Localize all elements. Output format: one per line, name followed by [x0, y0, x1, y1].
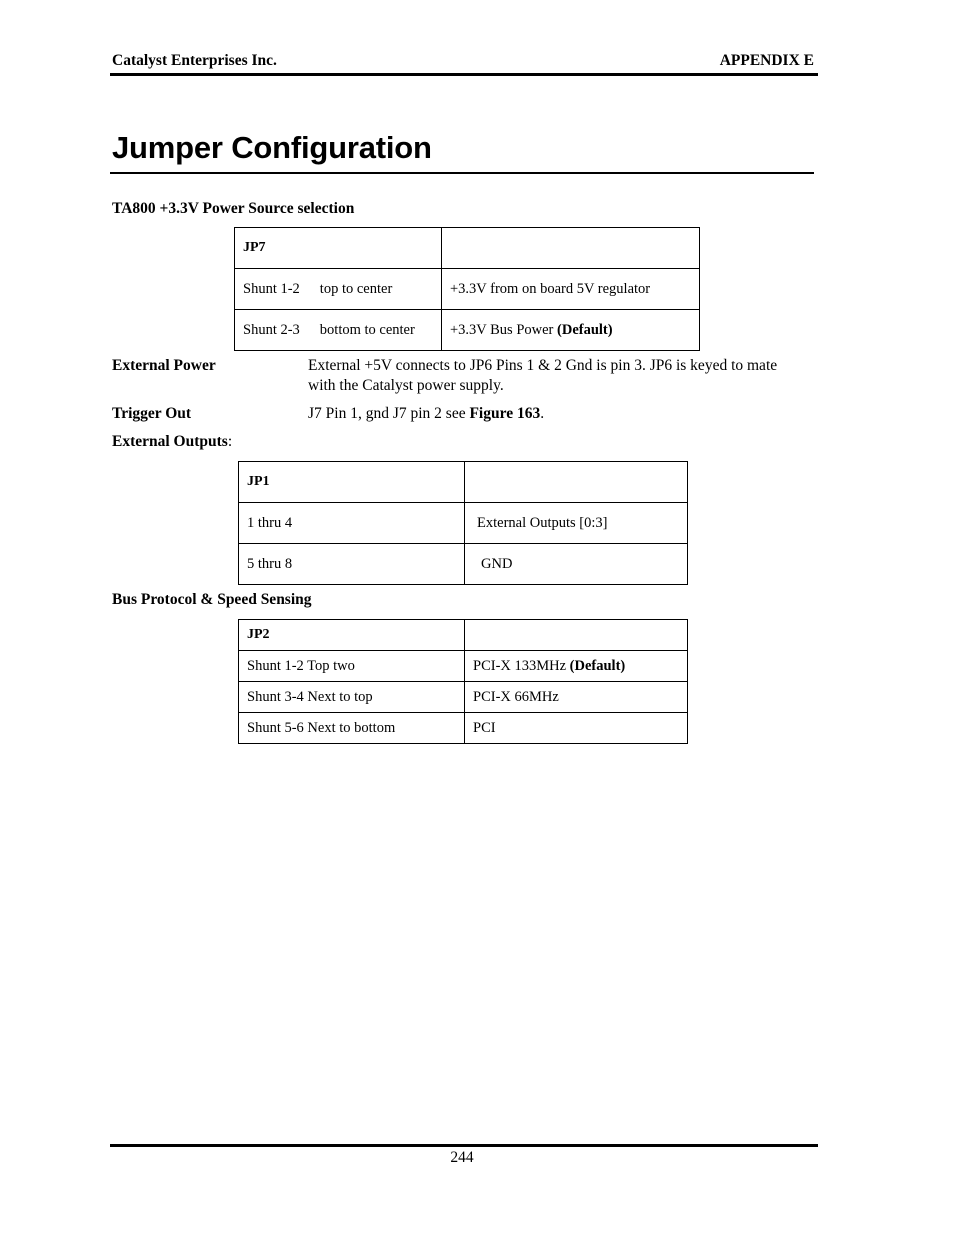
table-row [235, 269, 700, 310]
table-cell: 5 thru 8 [239, 544, 465, 585]
table-header-cell [465, 462, 688, 503]
table-cell: Shunt 1-2 Top two [239, 651, 465, 682]
table-header-cell: JP2 [239, 620, 465, 651]
page-number: 244 [450, 1149, 474, 1166]
table-header-cell: JP1 [239, 462, 465, 503]
external-outputs-label: External Outputs [112, 433, 228, 450]
table-header-cell [465, 620, 688, 651]
table-row [239, 503, 688, 544]
bus-protocol-heading: Bus Protocol & Speed Sensing [112, 591, 312, 608]
table-cell [465, 651, 688, 682]
trigger-out-end: . [540, 405, 545, 422]
table-cell [235, 310, 442, 351]
header-rule [110, 73, 818, 76]
cell-value: PCI [473, 719, 496, 736]
table-row [239, 713, 688, 744]
cell-value: PCI-X 66MHz [473, 688, 559, 705]
table-row [239, 651, 688, 682]
table-header-cell [442, 228, 700, 269]
table-row [239, 682, 688, 713]
external-outputs-colon: : [227, 433, 233, 450]
table-cell [442, 310, 700, 351]
table-cell: Shunt 3-4 Next to top [239, 682, 465, 713]
table-cell: 1 thru 4 [239, 503, 465, 544]
header-section: APPENDIX E [719, 52, 814, 69]
jp7-table [234, 227, 700, 351]
footer-rule [110, 1144, 818, 1147]
table-row [235, 310, 700, 351]
table-cell [442, 269, 700, 310]
shunt-position: bottom to center [319, 321, 415, 338]
cell-value: PCI-X 133MHz [473, 657, 570, 674]
external-outputs-heading [112, 433, 232, 451]
shunt-position: top to center [319, 280, 393, 297]
jp1-table [238, 461, 688, 585]
table-row [239, 620, 688, 651]
table-cell: GND [465, 544, 688, 585]
cell-value: +3.3V from on board 5V regulator [450, 280, 651, 297]
external-power-label: External Power [112, 357, 216, 374]
figure-reference: Figure 163 [469, 405, 541, 422]
jp2-table [238, 619, 688, 744]
cell-value: +3.3V Bus Power [450, 321, 558, 338]
page-title: Jumper Configuration [112, 130, 432, 165]
shunt-label: Shunt 2-3 [243, 321, 300, 338]
trigger-out-body: J7 Pin 1, gnd J7 pin 2 see [308, 405, 470, 422]
power-source-heading: TA800 +3.3V Power Source selection [112, 200, 355, 217]
external-power-text: External +5V connects to JP6 Pins 1 & 2 Gnd is pin 3. JP6 is keyed to mate with the Catalyst power supply. [308, 357, 778, 394]
trigger-out-text [308, 404, 808, 424]
table-row [235, 228, 700, 269]
table-cell [235, 269, 442, 310]
table-cell [465, 713, 688, 744]
table-row [239, 462, 688, 503]
table-cell: External Outputs [0:3] [465, 503, 688, 544]
default-marker: (Default) [569, 657, 626, 674]
default-marker: (Default) [557, 321, 613, 338]
title-rule [110, 172, 814, 174]
table-header-cell: JP7 [235, 228, 442, 269]
table-row [239, 544, 688, 585]
table-cell [465, 682, 688, 713]
trigger-out-label: Trigger Out [112, 405, 192, 422]
header-company: Catalyst Enterprises Inc. [112, 52, 277, 69]
table-cell: Shunt 5-6 Next to bottom [239, 713, 465, 744]
shunt-label: Shunt 1-2 [243, 280, 300, 297]
